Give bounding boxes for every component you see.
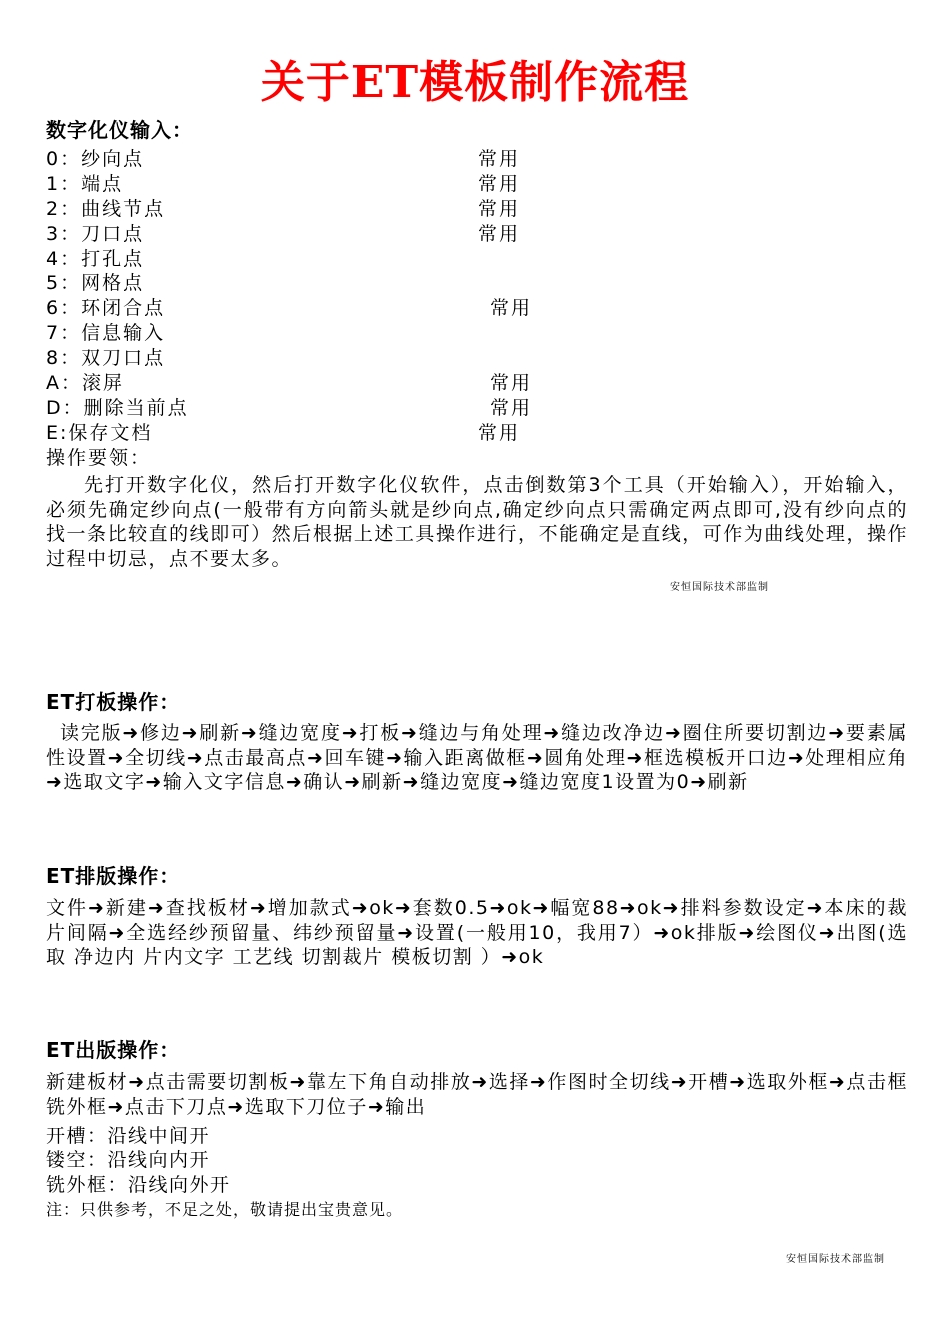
list-item — [46, 396, 566, 421]
key-label: 1：端点 — [46, 172, 124, 195]
key-label: 4：打孔点 — [46, 247, 145, 270]
output-steps-paragraph: 新建板材➜点击需要切割板➜靠左下角自动排放➜选择➜作图时全切线➜开槽➜选取外框➜点击框铣外框➜点击下刀点➜选取下刀位子➜输出 — [46, 1071, 908, 1118]
key-label: E:保存文档 — [46, 421, 153, 444]
key-label: 0：纱向点 — [46, 148, 145, 170]
common-tag: 常用 — [490, 396, 533, 419]
common-tag: 常用 — [478, 197, 521, 220]
supervisor-note-footer: 安恒国际技术部监制 — [786, 1254, 885, 1265]
key-label: 2：曲线节点 — [46, 197, 166, 220]
board-steps-paragraph: 读完版➜修边➜刷新➜缝边宽度➜打板➜缝边与角处理➜缝边改净边➜圈住所要切割边➜要素属性设置➜全切线➜点击最高点➜回车键➜输入距离做框➜圆角处理➜框选模板开口边➜处理相应角➜选取文字➜输入文字信息➜确认➜刷新➜缝边宽度➜缝边宽度1设置为0➜刷新 — [46, 722, 908, 794]
list-item — [46, 197, 566, 222]
key-label: 6：环闭合点 — [46, 297, 166, 320]
common-tag: 常用 — [478, 172, 521, 195]
output-line-hollow: 镂空：沿线向内开 — [46, 1149, 211, 1171]
tips-label: 操作要领： — [46, 446, 152, 469]
output-heading: ET出版操作： — [46, 1038, 181, 1062]
supervisor-note: 安恒国际技术部监制 — [670, 582, 769, 593]
common-tag: 常用 — [490, 297, 533, 320]
list-item — [46, 421, 566, 446]
list-item — [46, 247, 566, 272]
list-item — [46, 172, 566, 197]
key-label: 5：网格点 — [46, 272, 145, 295]
common-tag: 常用 — [478, 421, 521, 444]
output-line-slot: 开槽：沿线中间开 — [46, 1125, 211, 1147]
list-item — [46, 222, 566, 247]
digitizer-key-list — [46, 147, 566, 471]
common-tag: 常用 — [490, 372, 533, 395]
digitizer-heading: 数字化仪输入： — [46, 118, 193, 142]
key-label: D：删除当前点 — [46, 396, 189, 419]
list-item — [46, 371, 566, 396]
board-heading: ET打板操作： — [46, 690, 181, 714]
digitizer-tips-paragraph: 先打开数字化仪，然后打开数字化仪软件，点击倒数第3个工具（开始输入），开始输入，必须先确定纱向点(一般带有方向箭头就是纱向点,确定纱向点只需确定两点即可,没有纱向点的找一条比较直的线即可）然后根据上述工具操作进行，不能确定是直线，可作为曲线处理，操作过程中切忌，点不要太多。 — [46, 474, 908, 571]
list-item — [46, 296, 566, 321]
list-item — [46, 321, 566, 346]
layout-heading: ET排版操作： — [46, 864, 181, 888]
common-tag: 常用 — [478, 148, 521, 170]
list-item — [46, 147, 566, 172]
key-label: 7：信息输入 — [46, 322, 166, 345]
output-line-outer-frame: 铣外框：沿线向外开 — [46, 1174, 231, 1196]
footnote: 注：只供参考，不足之处，敬请提出宝贵意见。 — [46, 1200, 404, 1219]
key-label: 3：刀口点 — [46, 222, 145, 245]
list-item — [46, 271, 566, 296]
common-tag: 常用 — [478, 222, 521, 245]
key-label: A：滚屏 — [46, 372, 124, 395]
layout-steps-paragraph: 文件➜新建➜查找板材➜增加款式➜ok➜套数0.5➜ok➜幅宽88➜ok➜排料参数设定➜本床的裁片间隔➜全选经纱预留量、纬纱预留量➜设置(一般用10，我用7）➜ok排版➜绘图仪➜出图(选取 净边内 片内文字 工艺线 切割裁片 模板切割 ）➜ok — [46, 897, 908, 969]
key-label: 8：双刀口点 — [46, 347, 166, 370]
page-title: 关于ET模板制作流程 — [260, 57, 690, 108]
list-item — [46, 346, 566, 371]
